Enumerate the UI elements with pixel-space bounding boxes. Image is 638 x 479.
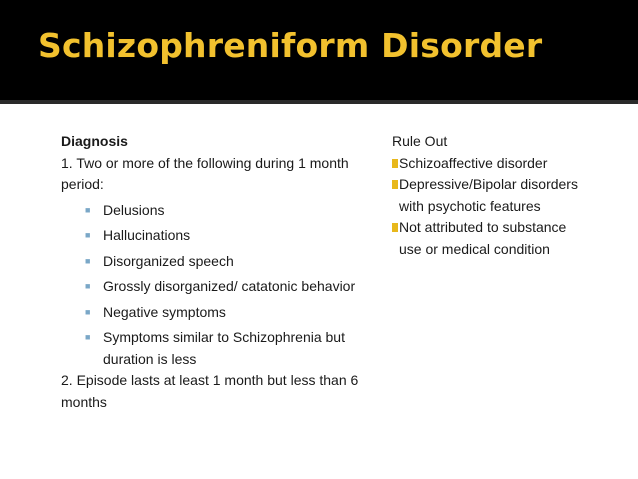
bullet-square-icon: ■ [85, 255, 91, 266]
bullet-square-icon: ■ [85, 332, 91, 342]
bullet-square-icon: ■ [85, 281, 91, 291]
bullet-square-icon [392, 159, 398, 168]
list-item: ■ Symptoms similar to Schizophrenia but duration is less [85, 329, 345, 367]
list-item: Depressive/Bipolar disorders with psychotic features [392, 174, 592, 217]
title-divider [0, 100, 638, 104]
bullet-square-icon [392, 223, 398, 232]
list-item: ■ Negative symptoms [61, 302, 371, 324]
criterion-1: 1. Two or more of the following during 1 month period: [61, 154, 349, 192]
list-item: ■ Grossly disorganized/ catatonic behavior [61, 276, 371, 298]
criterion-2: 2. Episode lasts at least 1 month but less than 6 months [61, 372, 359, 410]
bullet-square-icon: ■ [85, 204, 91, 215]
diagnosis-column [61, 131, 371, 413]
slide-title: Schizophreniform Disorder [38, 26, 543, 65]
bullet-square-icon: ■ [85, 230, 91, 240]
list-item: Schizoaffective disorder [392, 153, 592, 175]
symptom-list [61, 200, 371, 371]
rule-out-heading: Rule Out [392, 133, 448, 149]
list-item: ■ Hallucinations [61, 225, 371, 247]
diagnosis-heading: Diagnosis [61, 133, 128, 149]
list-item: ■ Disorganized speech [61, 251, 371, 273]
rule-out-column [392, 131, 592, 260]
list-item: Not attributed to substance use or medical condition [392, 217, 592, 260]
bullet-square-icon: ■ [85, 306, 91, 317]
list-item: ■ Delusions [61, 200, 371, 222]
bullet-square-icon [392, 180, 398, 189]
